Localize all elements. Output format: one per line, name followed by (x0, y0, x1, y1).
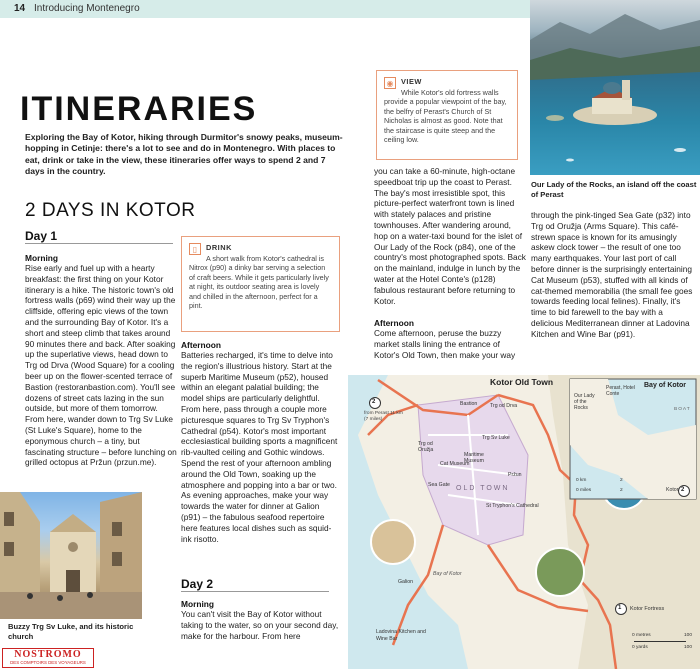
from-perast-label: from Perast 11 km (7 miles) (364, 411, 403, 422)
inset-scale-km-end: 2 (620, 478, 623, 483)
bay-of-kotor-label: Bay of Kotor (433, 571, 462, 577)
inset-title: Bay of Kotor (644, 382, 686, 389)
page-number: 14 (14, 3, 26, 14)
section-label: Introducing Montenegro (34, 3, 140, 14)
map-scale-bar (634, 641, 686, 642)
map-title: Kotor Old Town (490, 377, 554, 387)
drink-tip-label: DRINK (206, 243, 232, 252)
perast-hotel-label: Perast, Hotel Conte (606, 385, 635, 397)
day2-heading: Day 2 (181, 577, 214, 591)
view-tip-box (376, 70, 518, 160)
column4-text: through the pink-tinged Sea Gate (p32) into Trg od Oružja (Arms Square). This café-strewn space is known for its amusingly askew clock tower – the result of one too many earthquakes. Your last port of call before dinner is the surprisingly entertaining Cat Museum (p53), stuffed with all kinds of cat-themed memorabilia (the small fee goes towards feeding local felines). Finally, it's time to bid farewell to the bay with a delicious Mediterranean dinner at Ladovina Kitchen and Wine Bar (p91). (531, 210, 693, 339)
page-title: ITINERARIES (20, 90, 258, 128)
galion-label: Galion (398, 579, 413, 585)
cat-museum-label: Cat Museum (440, 461, 470, 467)
camera-icon: ◉ (384, 77, 396, 89)
day1-morning-text: Rise early and fuel up with a hearty breakfast: the first thing on your Kotor itinerary is a hike. The historic town's old fortress walls (p69) wind their way up the cliffside, offering epic views of the town and the surrounding Bay of Kotor. It's a short and steep climb that takes around 90 minutes there and back. After soaking up the superlative views, head down to Trg od Drva (Wood Square) for a cooling beer up on the flower-scented terrace of Bastion (restoranbastion.com). You'll see dozens of street cats lazing in the sun outside, but more of them tomorrow. From here, wander down to Trg Sv Luke (St Luke's Square), home to the eponymous church – a tiny, but fascinating structure – before lunching on grilled octopus at Pržun (przun.me). (25, 263, 177, 468)
sea-photo-caption: Our Lady of the Rocks, an island off the coast of Perast (531, 180, 697, 199)
day1-afternoon-heading: Afternoon (181, 340, 222, 350)
map-scale-metres: 0 metres (632, 633, 651, 638)
boat-marker: 2 (372, 399, 376, 405)
our-lady-photo-art (530, 0, 700, 175)
inset-scale-km: 0 km (576, 478, 587, 483)
inset-scale-miles-end: 2 (620, 488, 623, 493)
day1-morning-heading: Morning (25, 253, 59, 263)
map-scale-yards-end: 100 (684, 645, 693, 650)
our-lady-photo (530, 0, 700, 175)
ladovina-label: Ladovina Kitchen and Wine Bar (376, 629, 426, 642)
nostromo-brand: NOSTROMO (14, 649, 82, 660)
day2-morning-text: You can't visit the Bay of Kotor without taking to the water, so on your second day, make for the harbour. From here (181, 609, 339, 641)
map-scale-yards: 0 yards (632, 645, 648, 650)
our-lady-label: Our Lady of the Rocks (574, 393, 595, 411)
day2-morning-heading: Morning (181, 599, 215, 609)
day1-rule (25, 243, 173, 244)
trg-sv-luke-photo (0, 492, 142, 619)
fortress-label: Kotor Fortress (630, 606, 665, 612)
inset-scale-miles: 0 miles (576, 488, 592, 493)
section-heading: 2 DAYS IN KOTOR (25, 200, 196, 221)
fortress-marker: 1 (618, 605, 622, 611)
day2-rule (181, 591, 329, 592)
drink-icon: ▯ (189, 243, 201, 255)
trg-sv-luke-label: Trg Sv Luke (482, 435, 510, 441)
column3-afternoon-text: Come afternoon, peruse the buzzy market stalls lining the entrance of Kotor's Old Town, then make your way (374, 328, 516, 360)
map-scale-metres-end: 100 (684, 633, 693, 638)
kotor-map (348, 375, 700, 669)
day1-heading: Day 1 (25, 229, 58, 243)
view-tip-label: VIEW (401, 77, 422, 86)
cathedral-label: St Tryphon's Cathedral (486, 503, 539, 509)
trg-sv-luke-photo-art (0, 492, 142, 619)
old-town-label: OLD TOWN (456, 485, 510, 492)
drink-tip-text: A short walk from Kotor's cathedral is Nitrox (p90) a dinky bar serving a selection of craft beers. While it gets particularly lively at night, its outdoor seating area is lovely and chilled in the afternoon, perfect for a pint. (189, 254, 329, 311)
inset-perast-marker: 2 (681, 487, 685, 493)
nostromo-logo (2, 648, 94, 668)
nostromo-tagline: DES COMPTOIRS DES VOYAGEURS (10, 660, 86, 665)
column3-text: you can take a 60-minute, high-octane speedboat trip up the coast to Perast. The bay's most irresistible spot, this picture-perfect waterfront town is lined with stately palaces and pristine townhouses. After wandering around, hop on a water-taxi bound for the islet of Our Lady of the Rock (p84), one of the country's most photographed spots. Back on the mainland, indulge in lunch by the water at the Hotel Conte's (p128) fabulous restaurant before returning to Kotor. (374, 166, 526, 306)
day1-afternoon-text: Batteries recharged, it's time to delve into the region's illustrious history. Start at the superb Maritime Museum (p52), housed within an elegant palatial building; the model ships are particularly delightful. From here, pass through a couple more picturesque squares to Trg Sv Tryphon's Cathedral (p54). Kotor's most important ecclesiastical building sports a magnificent rib-vaulted ceiling and Gothic windows. Spend the rest of your afternoon ambling around the Old Town, soaking up the atmosphere and popping into a bar or two. As evening approaches, make your way towards the water for dinner at Galion (p91) – the fabulous seafood repertoire here features local dishes such as squid-ink risotto. (181, 350, 338, 544)
trg-od-drva-label: Trg od Drva (490, 403, 518, 409)
przun-label: Pržun (508, 472, 522, 478)
intro-paragraph: Exploring the Bay of Kotor, hiking through Durmitor's snowy peaks, museum-hopping in Cetinje: there's a lot to see and do in Montenegro. With places to eat, drink or take in the view, these itineraries offer ways to spend 2 and 7 days in the country. (25, 132, 343, 176)
view-tip-text: While Kotor's old fortress walls provide a popular viewpoint of the bay, the belfry of Perast's Church of St Nicholas is almost as good. Note that the staircase is quite steep and the ceiling low. (384, 88, 507, 145)
sea-gate-label: Sea Gate (428, 482, 450, 488)
drink-tip-box (181, 236, 340, 332)
inset-kotor-label: Kotor (666, 487, 679, 493)
maritime-museum-label: Maritime Museum (464, 452, 484, 464)
trg-od-oruzja-label: Trg od Oružja (418, 441, 434, 453)
town-photo-caption: Buzzy Trg Sv Luke, and its historic church (8, 622, 134, 641)
inset-boat-label: BOAT (674, 407, 691, 412)
column3-afternoon-heading: Afternoon (374, 318, 415, 328)
bastion-label: Bastion (460, 401, 478, 407)
